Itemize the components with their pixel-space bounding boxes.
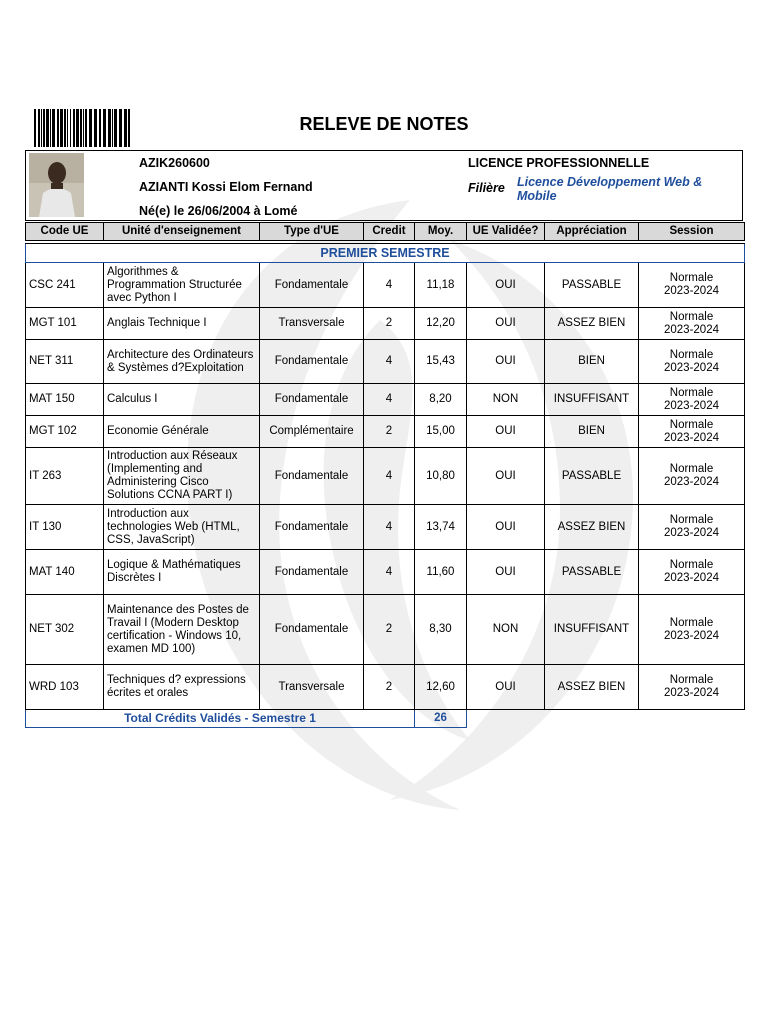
session-year: 2023-2024 xyxy=(664,527,719,539)
ue-code: WRD 103 xyxy=(26,665,104,710)
ue-moyenne: 8,20 xyxy=(415,384,467,416)
ue-type: Fondamentale xyxy=(260,263,364,308)
filiere-value: Licence Développement Web & Mobile xyxy=(517,175,703,203)
col-header-ue: Unité d'enseignement xyxy=(104,223,260,241)
student-id: AZIK260600 xyxy=(139,156,210,170)
session-year: 2023-2024 xyxy=(664,323,719,336)
table-row xyxy=(26,505,745,550)
ue-validated: OUI xyxy=(467,308,545,340)
ue-credit: 4 xyxy=(364,550,415,595)
session-type: Normale xyxy=(669,272,714,284)
ue-appreciation: BIEN xyxy=(545,340,639,384)
student-photo xyxy=(29,153,84,217)
session-year: 2023-2024 xyxy=(664,361,719,374)
ue-session xyxy=(639,448,745,505)
ue-code: NET 311 xyxy=(26,340,104,384)
student-header xyxy=(25,150,743,221)
ue-moyenne: 11,18 xyxy=(415,263,467,308)
session-type: Normale xyxy=(669,616,714,629)
col-header-valid: UE Validée? xyxy=(467,223,545,241)
table-row xyxy=(26,308,745,340)
semester-row xyxy=(26,244,745,263)
ue-name: Techniques d? expressions écrites et orales xyxy=(104,665,260,710)
session-type: Normale xyxy=(669,348,714,361)
filiere-label: Filière xyxy=(468,181,505,195)
session-type: Normale xyxy=(669,386,714,399)
ue-credit: 4 xyxy=(364,340,415,384)
ue-moyenne: 10,80 xyxy=(415,448,467,505)
col-header-session: Session xyxy=(639,223,745,241)
ue-code: MAT 150 xyxy=(26,384,104,416)
session-type: Normale xyxy=(669,674,714,686)
total-label: Total Crédits Validés - Semestre 1 xyxy=(26,710,415,728)
session-year: 2023-2024 xyxy=(664,687,719,699)
table-row xyxy=(26,384,745,416)
ue-appreciation: ASSEZ BIEN xyxy=(545,505,639,550)
ue-type: Fondamentale xyxy=(260,595,364,665)
student-name: AZIANTI Kossi Elom Fernand xyxy=(139,180,313,194)
ue-session xyxy=(639,665,745,710)
ue-name: Logique & Mathématiques Discrètes I xyxy=(104,550,260,595)
ue-type: Fondamentale xyxy=(260,505,364,550)
session-type: Normale xyxy=(669,463,714,475)
session-type: Normale xyxy=(669,418,714,431)
ue-type: Transversale xyxy=(260,308,364,340)
ue-code: MGT 102 xyxy=(26,416,104,448)
ue-moyenne: 8,30 xyxy=(415,595,467,665)
ue-type: Fondamentale xyxy=(260,550,364,595)
ue-session xyxy=(639,416,745,448)
ue-validated: OUI xyxy=(467,263,545,308)
ue-validated: OUI xyxy=(467,340,545,384)
session-type: Normale xyxy=(669,559,714,571)
ue-appreciation: ASSEZ BIEN xyxy=(545,665,639,710)
table-row xyxy=(26,595,745,665)
ue-type: Transversale xyxy=(260,665,364,710)
ue-validated: NON xyxy=(467,384,545,416)
ue-moyenne: 12,60 xyxy=(415,665,467,710)
col-header-type: Type d'UE xyxy=(260,223,364,241)
ue-credit: 4 xyxy=(364,448,415,505)
ue-credit: 2 xyxy=(364,308,415,340)
ue-appreciation: ASSEZ BIEN xyxy=(545,308,639,340)
ue-code: MAT 140 xyxy=(26,550,104,595)
ue-appreciation: INSUFFISANT xyxy=(545,384,639,416)
table-row xyxy=(26,416,745,448)
ue-session xyxy=(639,263,745,308)
ue-type: Fondamentale xyxy=(260,448,364,505)
session-year: 2023-2024 xyxy=(664,285,719,297)
ue-name: Introduction aux technologies Web (HTML, CSS, JavaScript) xyxy=(104,505,260,550)
ue-moyenne: 13,74 xyxy=(415,505,467,550)
ue-code: MGT 101 xyxy=(26,308,104,340)
table-row xyxy=(26,263,745,308)
ue-validated: OUI xyxy=(467,550,545,595)
total-row xyxy=(26,710,745,728)
ue-name: Calculus I xyxy=(104,384,260,416)
ue-appreciation: PASSABLE xyxy=(545,448,639,505)
ue-moyenne: 11,60 xyxy=(415,550,467,595)
ue-session xyxy=(639,340,745,384)
ue-credit: 4 xyxy=(364,384,415,416)
ue-name: Anglais Technique I xyxy=(104,308,260,340)
ue-appreciation: PASSABLE xyxy=(545,263,639,308)
ue-credit: 4 xyxy=(364,263,415,308)
ue-appreciation: PASSABLE xyxy=(545,550,639,595)
col-header-credit: Credit xyxy=(364,223,415,241)
session-year: 2023-2024 xyxy=(664,431,719,444)
ue-code: CSC 241 xyxy=(26,263,104,308)
ue-session xyxy=(639,550,745,595)
ue-moyenne: 12,20 xyxy=(415,308,467,340)
session-year: 2023-2024 xyxy=(664,572,719,584)
ue-appreciation: INSUFFISANT xyxy=(545,595,639,665)
table-row xyxy=(26,448,745,505)
ue-validated: OUI xyxy=(467,416,545,448)
ue-appreciation: BIEN xyxy=(545,416,639,448)
table-row xyxy=(26,340,745,384)
ue-moyenne: 15,00 xyxy=(415,416,467,448)
col-header-moy: Moy. xyxy=(415,223,467,241)
ue-credit: 2 xyxy=(364,416,415,448)
ue-code: IT 263 xyxy=(26,448,104,505)
ue-validated: NON xyxy=(467,595,545,665)
program-name: LICENCE PROFESSIONNELLE xyxy=(468,156,650,170)
session-year: 2023-2024 xyxy=(664,399,719,412)
ue-code: IT 130 xyxy=(26,505,104,550)
session-year: 2023-2024 xyxy=(664,476,719,488)
col-header-appreciation: Appréciation xyxy=(545,223,639,241)
ue-credit: 4 xyxy=(364,505,415,550)
ue-validated: OUI xyxy=(467,448,545,505)
ue-type: Fondamentale xyxy=(260,340,364,384)
ue-credit: 2 xyxy=(364,665,415,710)
ue-type: Complémentaire xyxy=(260,416,364,448)
session-type: Normale xyxy=(669,310,714,323)
col-header-code: Code UE xyxy=(26,223,104,241)
ue-type: Fondamentale xyxy=(260,384,364,416)
ue-name: Maintenance des Postes de Travail I (Modern Desktop certification - Windows 10, examen MD 100) xyxy=(104,595,260,665)
session-year: 2023-2024 xyxy=(664,629,719,642)
ue-code: NET 302 xyxy=(26,595,104,665)
table-header-row xyxy=(26,223,745,241)
table-row xyxy=(26,550,745,595)
ue-session xyxy=(639,505,745,550)
ue-moyenne: 15,43 xyxy=(415,340,467,384)
student-birth: Né(e) le 26/06/2004 à Lomé xyxy=(139,204,298,218)
grades-table xyxy=(25,222,745,728)
ue-credit: 2 xyxy=(364,595,415,665)
ue-name: Economie Générale xyxy=(104,416,260,448)
ue-name: Algorithmes & Programmation Structurée avec Python I xyxy=(104,263,260,308)
semester-title: PREMIER SEMESTRE xyxy=(26,244,745,263)
table-row xyxy=(26,665,745,710)
ue-name: Introduction aux Réseaux (Implementing and Administering Cisco Solutions CCNA PART I) xyxy=(104,448,260,505)
total-value: 26 xyxy=(415,710,467,728)
ue-validated: OUI xyxy=(467,665,545,710)
ue-session xyxy=(639,384,745,416)
page-title: RELEVE DE NOTES xyxy=(299,114,469,134)
ue-name: Architecture des Ordinateurs & Systèmes d?Exploitation xyxy=(104,340,260,384)
ue-session xyxy=(639,308,745,340)
ue-validated: OUI xyxy=(467,505,545,550)
session-type: Normale xyxy=(669,514,714,526)
ue-session xyxy=(639,595,745,665)
